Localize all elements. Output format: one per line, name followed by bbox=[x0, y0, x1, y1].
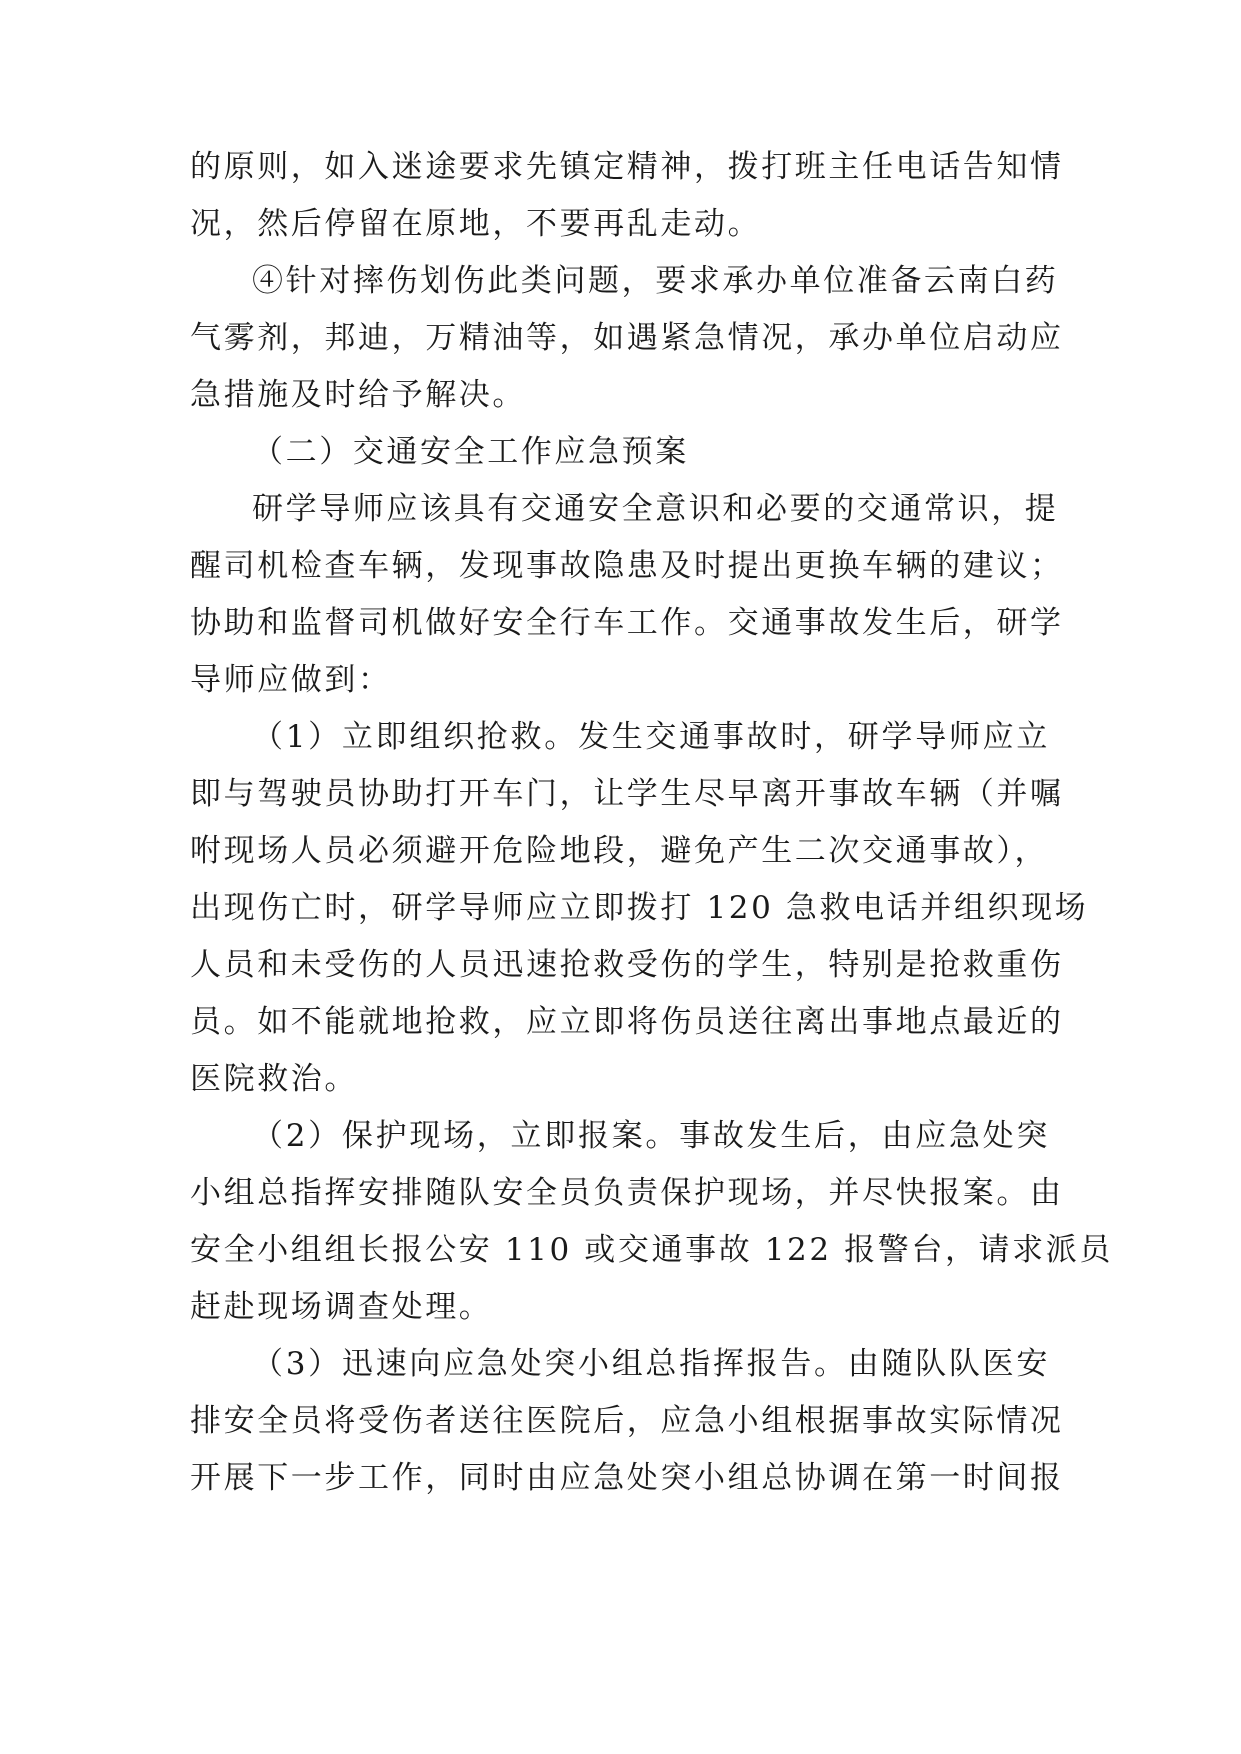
text-line: 排安全员将受伤者送往医院后，应急小组根据事故实际情况 bbox=[190, 1403, 1064, 1439]
text-line: 小组总指挥安排随队安全员负责保护现场，并尽快报案。由 bbox=[190, 1175, 1064, 1211]
text-line: （1）立即组织抢救。发生交通事故时，研学导师应立 bbox=[252, 719, 1050, 755]
text-line: 气雾剂，邦迪，万精油等，如遇紧急情况，承办单位启动应 bbox=[190, 320, 1064, 356]
text-line: 安全小组组长报公安 110 或交通事故 122 报警台，请求派员 bbox=[190, 1232, 1113, 1268]
text-line: 研学导师应该具有交通安全意识和必要的交通常识，提 bbox=[252, 491, 1059, 527]
text-line: 的原则，如入迷途要求先镇定精神，拨打班主任电话告知情 bbox=[190, 149, 1064, 185]
text-line: 导师应做到： bbox=[190, 662, 392, 698]
text-line: ④针对摔伤划伤此类问题，要求承办单位准备云南白药 bbox=[252, 263, 1059, 299]
text-line: 急措施及时给予解决。 bbox=[190, 377, 526, 413]
text-line: （2）保护现场，立即报案。事故发生后，由应急处突 bbox=[252, 1118, 1050, 1154]
section-heading: （二）交通安全工作应急预案 bbox=[252, 434, 689, 470]
text-line: 医院救治。 bbox=[190, 1061, 358, 1097]
text-line: 咐现场人员必须避开危险地段，避免产生二次交通事故）， bbox=[190, 833, 1049, 869]
text-line: 员。如不能就地抢救，应立即将伤员送往离出事地点最近的 bbox=[190, 1004, 1064, 1040]
text-line: 况，然后停留在原地，不要再乱走动。 bbox=[190, 206, 762, 242]
text-line: （3）迅速向应急处突小组总指挥报告。由随队队医安 bbox=[252, 1346, 1050, 1382]
text-line: 协助和监督司机做好安全行车工作。交通事故发生后，研学 bbox=[190, 605, 1064, 641]
text-line: 开展下一步工作，同时由应急处突小组总协调在第一时间报 bbox=[190, 1460, 1064, 1496]
text-line: 赶赴现场调查处理。 bbox=[190, 1289, 493, 1325]
text-line: 人员和未受伤的人员迅速抢救受伤的学生，特别是抢救重伤 bbox=[190, 947, 1064, 983]
text-line: 即与驾驶员协助打开车门，让学生尽早离开事故车辆（并嘱 bbox=[190, 776, 1064, 812]
text-line: 出现伤亡时，研学导师应立即拨打 120 急救电话并组织现场 bbox=[190, 890, 1089, 926]
text-line: 醒司机检查车辆，发现事故隐患及时提出更换车辆的建议； bbox=[190, 548, 1064, 584]
